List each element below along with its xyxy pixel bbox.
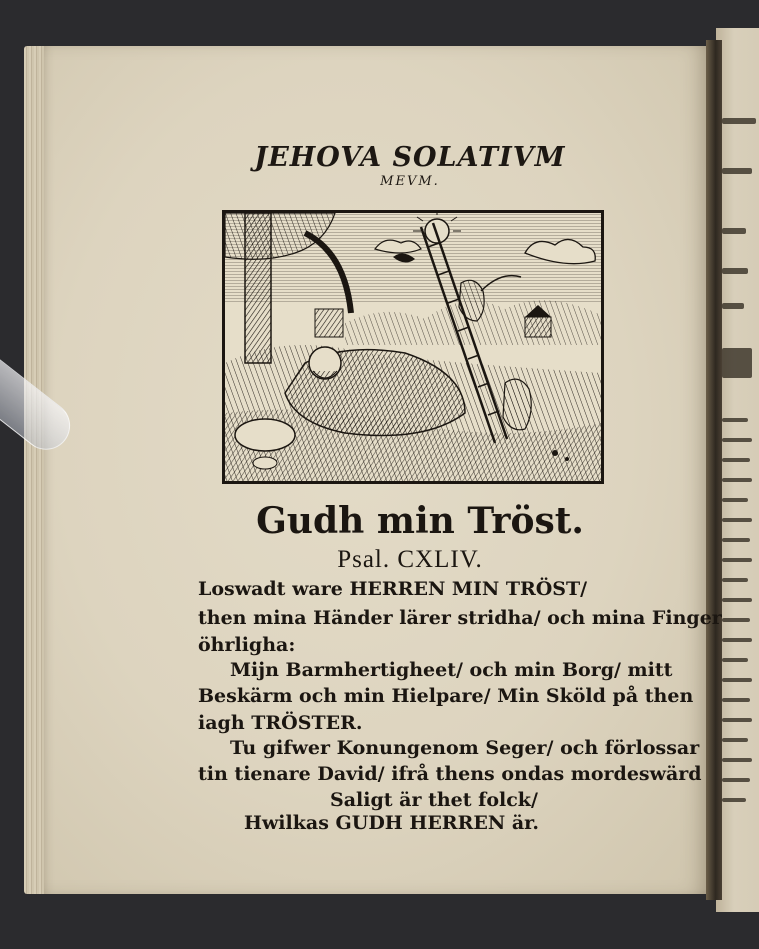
text-line: Loswadt ware HERREN MIN TRÖST/	[198, 578, 588, 600]
text-line: iagh TRÖSTER.	[198, 712, 363, 734]
psalm-reference: Psal. CXLIV.	[337, 546, 483, 573]
page-subtitle: MEVM.	[380, 174, 440, 189]
text-line: Hwilkas GUDH HERREN är.	[244, 812, 540, 834]
text-line: öhrligha:	[198, 634, 296, 656]
woodcut-illustration	[222, 210, 604, 484]
page-edges	[24, 46, 46, 894]
section-heading: Gudh min Tröst.	[256, 500, 584, 542]
show-through-text	[245, 118, 515, 134]
text-line: then mina Händer lärer stridha/ och mina Finger	[198, 607, 722, 629]
woodcut-jacobs-ladder-icon	[225, 213, 601, 481]
text-line: Tu gifwer Konungenom Seger/ och förlossar	[230, 737, 700, 759]
text-line: Saligt är thet folck/	[330, 789, 538, 811]
text-line: Mijn Barmhertigheet/ och min Borg/ mitt	[230, 659, 673, 681]
text-line: tin tienare David/ ifrå thens ondas mordeswärd	[198, 763, 702, 785]
text-line: Beskärm och min Hielpare/ Min Sköld på then	[198, 685, 694, 707]
book-gutter	[706, 40, 722, 900]
page-title: JEHOVA SOLATIVM	[254, 142, 566, 173]
facing-page	[716, 28, 759, 912]
